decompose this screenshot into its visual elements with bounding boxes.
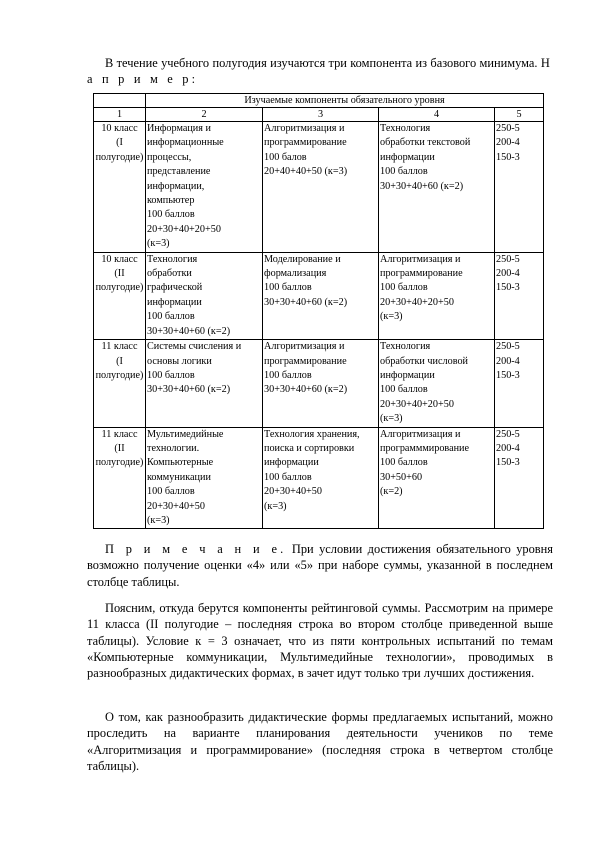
cell-line: информации [147,296,202,308]
component-cell [146,252,263,339]
cell-line: 200-4 [496,268,520,280]
component-cell [146,122,263,253]
cell-line: 100 баллов [380,166,428,178]
cell-line: 250-5 [496,428,520,440]
grade-cell [495,427,544,529]
cell-line: информации [380,151,435,163]
cell-line: 20+30+40+20+50 [380,398,454,410]
cell-line: Технология [380,123,431,134]
cell-line: 30+50+60 [380,471,423,483]
cell-line: обработки числовой [380,355,468,367]
component-cell [379,122,495,253]
component-cell [263,340,379,427]
class-cell [94,252,146,339]
cell-line: (к=2) [380,486,403,498]
note-paragraph [87,541,553,590]
cell-line: 20+30+40+50 [147,500,205,512]
cell-line: 100 баллов [264,471,312,483]
cell-line: 200-4 [496,137,520,149]
cell-line: 100 баллов [380,384,428,396]
cell-line: 100 баллов [147,209,195,221]
cell-line: Технология [380,341,431,353]
cell-line: 20+30+40+50 [264,486,322,498]
cell-line: Моделирование и [264,253,341,265]
cell-line: 11 класс [101,341,138,353]
explain-paragraph: Поясним, откуда берутся компоненты рейтинговой суммы. Рассмотрим на примере 11 класса (II полугодие – последняя строка во втором столбце приведенной выше таблицы). Условие к = 3 означает, что из пяти контрольных испытаний по темам «Компьютерные коммуникации, Мультимедийные технологии», проводимых в разнообразных дидактических формах, в зачет идут только три лучших достижения. [87,601,553,681]
column-number: 3 [263,108,379,122]
table-row [94,122,544,253]
cell-line: 150-3 [496,282,520,294]
cell-line: обработки текстовой [380,137,471,149]
cell-line: 10 класс [101,123,138,134]
cell-line: программирование [380,268,463,280]
cell-line: полугодие) [95,282,144,294]
cell-line: Компьютерные [147,457,214,469]
cell-line: 250-5 [496,123,520,134]
column-number: 5 [495,108,544,122]
table-row [94,252,544,339]
cell-line: 200-4 [496,355,520,367]
example-label: Н а п р и м е р: [87,56,553,87]
class-cell [94,340,146,427]
component-cell [379,340,495,427]
cell-line: Алгоритмизация и [380,428,461,440]
table-body [94,122,544,529]
cell-line: 250-5 [496,341,520,353]
forms-paragraph: О том, как разнообразить дидактические формы предлагаемых испытаний, можно проследить на варианте планирования деятельности учеников по теме «Алгоритмизация и программирование» (последняя строка в четвертом столбце таблицы). [87,710,553,773]
cell-line: информации [264,457,319,469]
cell-line: (II [114,442,125,454]
cell-line: 100 баллов [380,282,428,294]
cell-line: 150-3 [496,457,520,469]
cell-line: (к=3) [264,500,287,512]
component-cell [263,122,379,253]
component-cell [146,340,263,427]
cell-line: полугодие) [95,369,144,381]
cell-line: 30+30+40+60 (к=2) [147,325,231,337]
cell-line: 30+30+40+60 (к=2) [147,384,231,396]
cell-line: 250-5 [496,253,520,265]
cell-line: 150-3 [496,151,520,163]
cell-line: (к=3) [380,413,403,425]
cell-line: технологии. [147,442,200,454]
table-row [94,427,544,529]
grade-cell [495,340,544,427]
grade-cell [495,252,544,339]
cell-line: (II [114,268,125,280]
column-number-row [94,108,544,122]
cell-line: 100 баллов [147,311,195,323]
cell-line: поиска и сортировки [264,442,355,454]
cell-line: (к=3) [147,238,170,250]
class-cell [94,427,146,529]
cell-line: (I [116,137,123,149]
cell-line: представление [147,166,211,178]
grade-cell [495,122,544,253]
table-header: Изучаемые компоненты обязательного уровня [146,94,544,108]
cell-line: (к=3) [380,311,403,323]
cell-line: 150-3 [496,369,520,381]
components-table [93,93,544,529]
cell-line: 100 баллов [380,457,428,469]
cell-line: графической [147,282,203,294]
component-cell [263,427,379,529]
table-header-empty-cell [94,94,146,108]
component-cell [146,427,263,529]
cell-line: формализация [264,268,327,280]
cell-line: Алгоритмизация и [264,123,345,134]
cell-line: 10 класс [101,253,138,265]
column-number: 2 [146,108,263,122]
cell-line: 20+30+40+20+50 [147,223,221,235]
cell-line: 11 класс [101,428,138,440]
cell-line: программирование [264,355,347,367]
cell-line: компьютер [147,195,195,207]
cell-line: информации [380,369,435,381]
cell-line: обработки [147,268,192,280]
cell-line: информационные [147,137,224,149]
class-cell [94,122,146,253]
cell-line: Технология хранения, [264,428,360,440]
cell-line: программирование [264,137,347,149]
cell-line: процессы, [147,151,192,163]
cell-line: коммуникации [147,471,211,483]
cell-line: (к=3) [147,514,170,526]
table-header-row [94,94,544,108]
note-label: П р и м е ч а н и е. [105,542,287,556]
component-cell [379,252,495,339]
column-number: 1 [94,108,146,122]
cell-line: Алгоритмизация и [380,253,461,265]
cell-line: полугодие) [95,457,144,469]
cell-line: полугодие) [95,151,144,163]
cell-line: 100 баллов [147,486,195,498]
cell-line: Информация и [147,123,211,134]
cell-line: информации, [147,180,205,192]
component-cell [379,427,495,529]
note-text: При условии достижения обязательного уровня возможно получение оценки «4» или «5» при наборе суммы, указанной в последнем столбце таблицы. [87,542,553,589]
cell-line: основы логики [147,355,212,367]
cell-line: Алгоритмизация и [264,341,345,353]
cell-line: 100 баллов [147,369,195,381]
table-row [94,340,544,427]
cell-line: 100 баллов [264,369,312,381]
component-cell [263,252,379,339]
cell-line: 30+30+40+60 (к=2) [264,384,348,396]
cell-line: (I [116,355,123,367]
cell-line: Системы счисления и [147,341,242,353]
cell-line: 20+30+40+20+50 [380,296,454,308]
cell-line: 200-4 [496,442,520,454]
column-number: 4 [379,108,495,122]
intro-paragraph [87,55,553,88]
cell-line: 20+40+40+50 (к=3) [264,166,348,178]
cell-line: 100 балов [264,151,307,163]
cell-line: 100 баллов [264,282,312,294]
cell-line: Мультимедийные [147,428,224,440]
cell-line: программмирование [380,442,470,454]
cell-line: Технология [147,253,198,265]
cell-line: 30+30+40+60 (к=2) [380,180,464,192]
intro-text: В течение учебного полугодия изучаются три компонента из базового минимума. [105,56,538,70]
cell-line: 30+30+40+60 (к=2) [264,296,348,308]
